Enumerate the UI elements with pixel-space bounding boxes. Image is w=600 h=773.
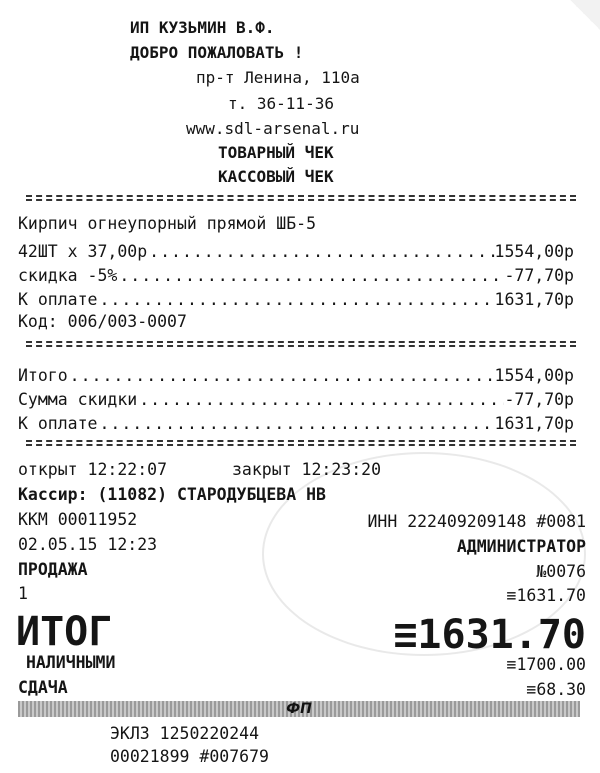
item-name: Кирпич огнеупорный прямой ШБ-5 xyxy=(18,214,317,233)
store-address: пр-т Ленина, 110а xyxy=(196,68,360,87)
operation-type: ПРОДАЖА xyxy=(18,560,88,579)
doc-type-cash: КАССОВЫЙ ЧЕК xyxy=(218,167,334,186)
operator-role: АДМИНИСТРАТОР xyxy=(456,537,586,556)
discount-sum-label: Сумма скидки xyxy=(18,390,138,409)
subtotal-value: 1554,00р xyxy=(494,366,574,385)
subtotal-row xyxy=(18,366,574,385)
line-index: 1 xyxy=(18,584,28,603)
store-website: www.sdl-arsenal.ru xyxy=(186,119,360,138)
discount-sum-value: -77,70р xyxy=(504,390,574,409)
dot-leader xyxy=(97,290,494,309)
pay-label: К оплате xyxy=(18,414,98,433)
dot-leader xyxy=(68,366,495,385)
change-value: ≡68.30 xyxy=(526,680,586,699)
cashier: Кассир: (11082) СТАРОДУБЦЕВА НВ xyxy=(18,485,326,504)
cash-value: ≡1700.00 xyxy=(506,655,586,674)
company-name: ИП КУЗЬМИН В.Ф. xyxy=(130,18,275,37)
doc-type-sales: ТОВАРНЫЙ ЧЕК xyxy=(218,143,334,162)
pay-row xyxy=(18,414,574,433)
fiscal-bar xyxy=(18,701,580,717)
item-amount: 1554,00р xyxy=(494,242,574,261)
item-discount-value: -77,70р xyxy=(504,266,574,285)
inn-number: ИНН 222409209148 #0081 xyxy=(367,512,586,531)
welcome-text: ДОБРО ПОЖАЛОВАТЬ ! xyxy=(130,43,304,62)
dot-leader xyxy=(117,266,504,285)
fiscal-label: ФП xyxy=(286,701,312,717)
closed-time: закрыт 12:23:20 xyxy=(232,460,382,479)
item-pay-row xyxy=(18,290,574,309)
item-discount-label: скидка -5% xyxy=(18,266,118,285)
kkm-number: ККМ 00011952 xyxy=(18,510,138,529)
receipt-datetime: 02.05.15 12:23 xyxy=(18,535,158,554)
cash-label: НАЛИЧНЫМИ xyxy=(26,653,116,672)
opened-time: открыт 12:22:07 xyxy=(18,460,168,479)
subtotal-label: Итого xyxy=(18,366,68,385)
total-label: ИТОГ xyxy=(16,609,113,655)
total-value: ≡1631.70 xyxy=(393,612,586,658)
separator xyxy=(26,440,576,446)
separator xyxy=(26,341,576,347)
change-label: СДАЧА xyxy=(18,678,68,697)
store-phone: т. 36-11-36 xyxy=(228,94,334,113)
pay-value: 1631,70р xyxy=(494,414,574,433)
eklz-doc: 00021899 #007679 xyxy=(110,747,269,766)
item-pay-label: К оплате xyxy=(18,290,98,309)
discount-sum-row xyxy=(18,390,574,409)
eklz-number: ЭКЛЗ 1250220244 xyxy=(110,724,260,743)
item-qty-row xyxy=(18,242,574,261)
item-discount-row xyxy=(18,266,574,285)
paper-corner xyxy=(570,0,600,30)
item-code: Код: 006/003-0007 xyxy=(18,312,187,331)
item-qty-price: 42ШТ x 37,00р xyxy=(18,242,148,261)
line-amount: ≡1631.70 xyxy=(506,586,586,605)
item-pay-value: 1631,70р xyxy=(494,290,574,309)
dot-leader xyxy=(97,414,494,433)
separator xyxy=(26,195,576,201)
dot-leader xyxy=(137,390,504,409)
doc-number: №0076 xyxy=(536,562,586,581)
dot-leader xyxy=(147,242,494,261)
